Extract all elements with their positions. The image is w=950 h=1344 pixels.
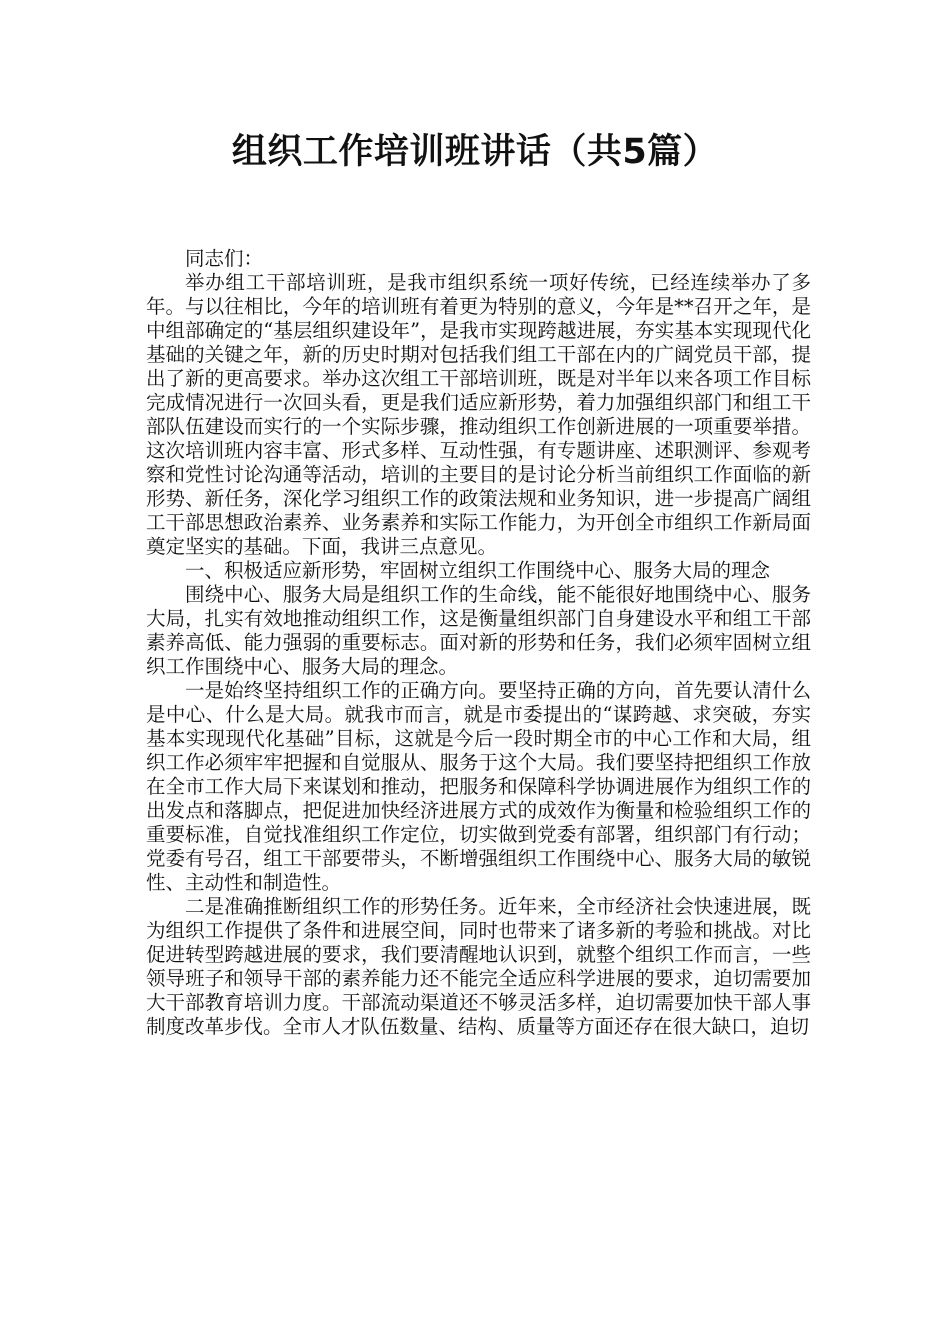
body-paragraph: 一是始终坚持组织工作的正确方向。要坚持正确的方向，首先要认清什么是中心、什么是大局。就我市而言，就是市委提出的“谋跨越、求突破，夯实基本实现现代化基础”目标，这就是今后一段时期全市的中心工作和大局，组织工作必须牢牢把握和自觉服从、服务于这个大局。我们要坚持把组织工作放在全市工作大局下来谋划和推动，把服务和保障科学协调进展作为组织工作的出发点和落脚点，把促进加快经济进展方式的成效作为衡量和检验组织工作的重要标准，自觉找准组织工作定位，切实做到党委有部署，组织部门有行动；党委有号召，组工干部要带头，不断增强组织工作围绕中心、服务大局的敏锐性、主动性和制造性。	[146, 679, 811, 894]
document-title: 组织工作培训班讲话（共5篇）	[231, 132, 719, 172]
body-paragraph: 二是准确推断组织工作的形势任务。近年来，全市经济社会快速进展，既为组织工作提供了条件和进展空间，同时也带来了诸多新的考验和挑战。对比促进转型跨越进展的要求，我们要清醒地认识到，就整个组织工作而言，一些领导班子和领导干部的素养能力还不能完全适应科学进展的要求，迫切需要加大干部教育培训力度。干部流动渠道还不够灵活多样，迫切需要加快干部人事制度改革步伐。全市人才队伍数量、结构、质量等方面还存在很大缺口，迫切	[146, 895, 811, 1038]
salutation-paragraph: 同志们：	[185, 247, 264, 270]
body-paragraph: 围绕中心、服务大局是组织工作的生命线，能不能很好地围绕中心、服务大局，扎实有效地推动组织工作，这是衡量组织部门自身建设水平和组工干部素养高低、能力强弱的重要标志。面对新的形势和任务，我们必须牢固树立组织工作围绕中心、服务大局的理念。	[146, 583, 811, 678]
intro-paragraph: 举办组工干部培训班，是我市组织系统一项好传统，已经连续举办了多年。与以往相比，今年的培训班有着更为特别的意义，今年是**召开之年，是中组部确定的“基层组织建设年”，是我市实现跨越进展，夯实基本实现现代化基础的关键之年，新的历史时期对包括我们组工干部在内的广阔党员干部，提出了新的更高要求。举办这次组工干部培训班，既是对半年以来各项工作目标完成情况进行一次回头看，更是我们适应新形势，着力加强组织部门和组工干部队伍建设而实行的一个实际步骤，推动组织工作创新进展的一项重要举措。这次培训班内容丰富、形式多样、互动性强，有专题讲座、述职测评、参观考察和党性讨论沟通等活动，培训的主要目的是讨论分析当前组织工作面临的新形势、新任务，深化学习组织工作的政策法规和业务知识，进一步提高广阔组工干部思想政治素养、业务素养和实际工作能力，为开创全市组织工作新局面奠定坚实的基础。下面，我讲三点意见。	[146, 271, 811, 558]
document-body	[146, 247, 811, 1039]
section-heading-1: 一、积极适应新形势，牢固树立组织工作围绕中心、服务大局的理念	[185, 559, 771, 582]
